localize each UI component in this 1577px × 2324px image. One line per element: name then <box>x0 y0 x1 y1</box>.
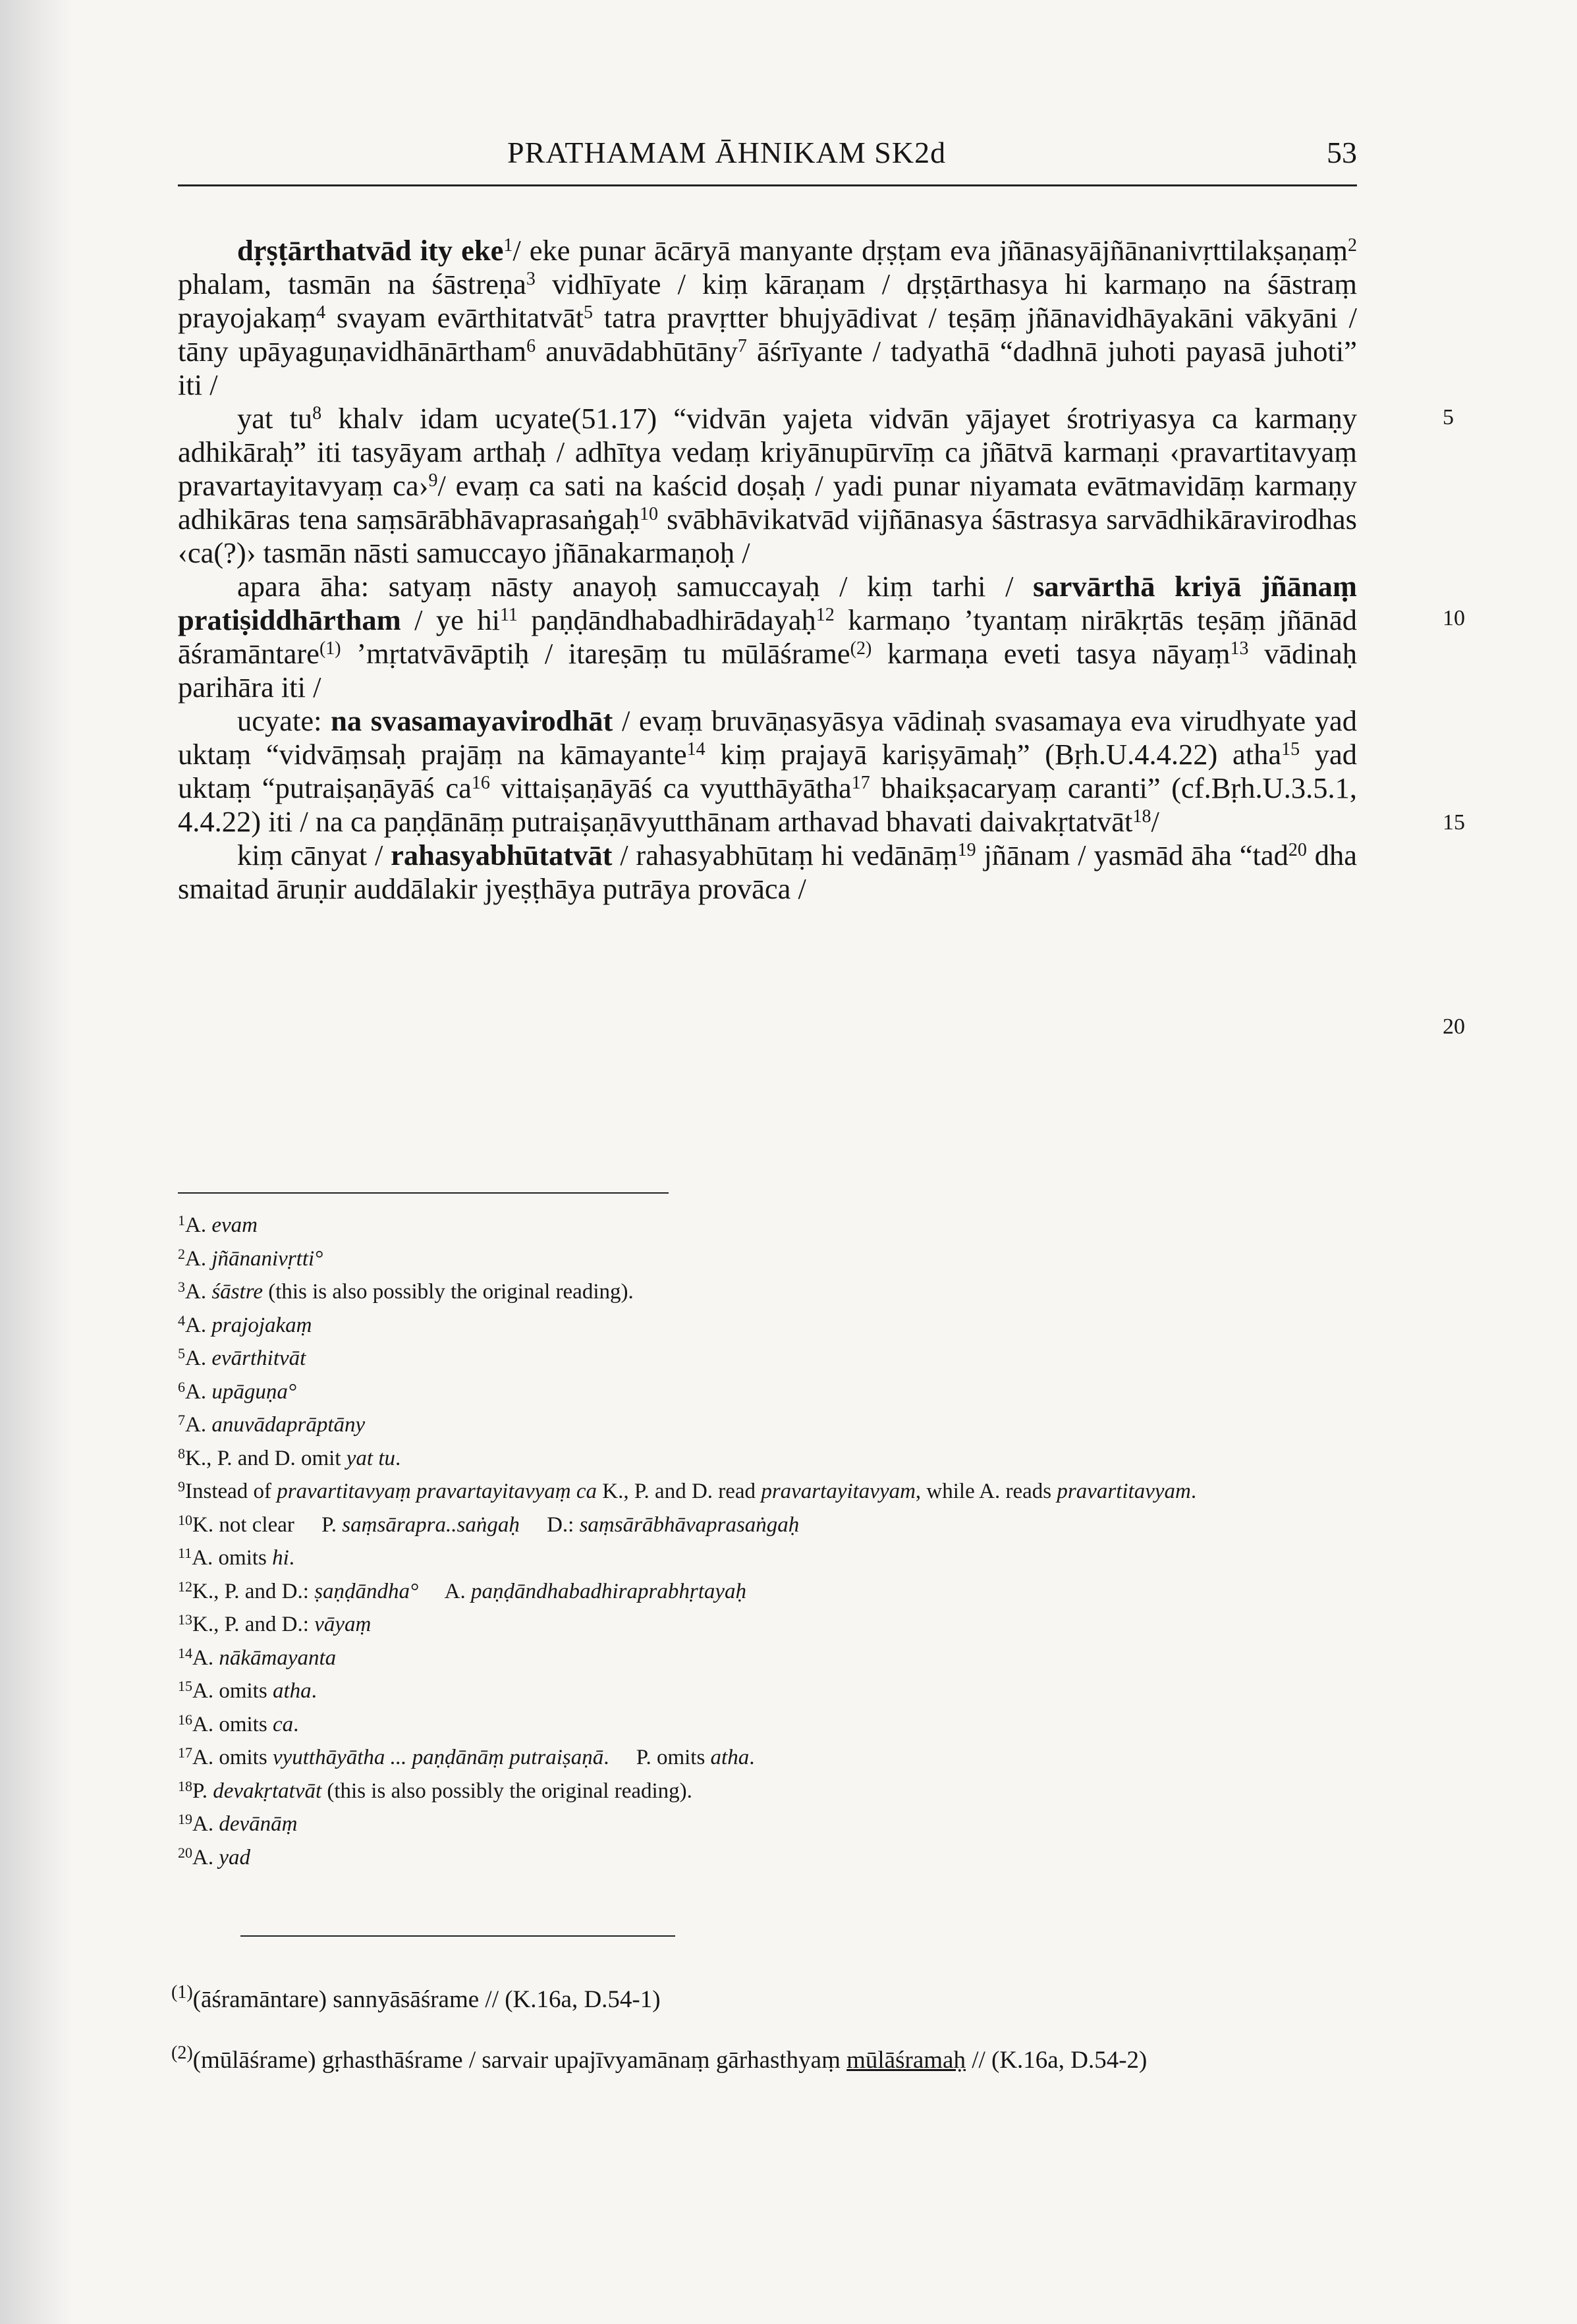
footnote-number: 7 <box>178 1412 185 1428</box>
footnote-number: 2 <box>178 1245 185 1262</box>
footnote-number: 8 <box>178 1445 185 1462</box>
footnote: $^1$A. evam <box>178 1212 258 1237</box>
footnote-number: 11 <box>178 1545 192 1561</box>
footnote: $^2$A. jñānanivṛtti° <box>178 1245 323 1271</box>
footnote: $^{17}$A. omits vyutthāyātha ... paṇḍānāṃ putraiṣaṇā. P. omits atha. <box>178 1744 755 1769</box>
footnote-number: 6 <box>178 1378 185 1395</box>
footnote: $^{19}$A. devānāṃ <box>178 1811 298 1836</box>
footnote-number: 1 <box>178 1212 185 1229</box>
line-number: 5 <box>1443 405 1454 429</box>
footnote-number: 17 <box>178 1744 192 1761</box>
footnote: $^4$A. prajojakaṃ <box>178 1312 312 1337</box>
footnote: $^{18}$P. devakṛtatvāt (this is also possibly the original reading). <box>178 1777 692 1803</box>
footnote-rule <box>178 1192 669 1194</box>
footnote: $^{10}$K. not clear P. saṃsārapra..saṅgaḥ D.: saṃsārābhāvaprasaṅgaḥ <box>178 1511 800 1537</box>
editorial-note: $^{(2)}$(mūlāśrame) gṛhasthāśrame / sarvair upajīvyamānaṃ gārhasthyaṃ mūlāśramaḥ // (K.16a, D.54-2) <box>171 2043 1148 2074</box>
footnote-number: 3 <box>178 1279 185 1295</box>
paragraph: apara āha: satyaṃ nāsty anayoḥ samuccayaḥ / kiṃ tarhi / sarvārthā kriyā jñānaṃ pratiṣiddhārtham / ye $hi^{11}$ paṇḍāndhabadhirādayaḥ$^{12}$ karmaṇo ’tyantaṃ nirākṛtās teṣāṃ jñānād āśramāntare$^{(1)}$ ’mṛtatvāvāptiḥ / itareṣāṃ tu mūlāśrame$^{(2)}$ karmaṇa eveti tasya nāyaṃ$^{13}$ vādinaḥ parihāra iti / <box>178 570 1357 704</box>
footnote-number: 20 <box>178 1844 192 1861</box>
header-rule <box>178 184 1357 186</box>
footnote: $^8$K., P. and D. omit yat tu. <box>178 1445 401 1470</box>
line-number: 15 <box>1443 810 1465 835</box>
footnote-number: 19 <box>178 1811 192 1827</box>
footnote: $^3$A. śāstre (this is also possibly the original reading). <box>178 1279 634 1304</box>
paragraph: kiṃ cānyat / rahasyabhūtatvāt / rahasyabhūtaṃ hi vedānāṃ$^{19}$ jñānam / yasmād āha “tad$^{20}$ dha smaitad āruṇir auddālakir jyeṣṭhāya putrāya provāca / <box>178 839 1357 905</box>
footnote: $^7$A. anuvādaprāptāny <box>178 1412 366 1437</box>
footnote: $^{12}$K., P. and D.: ṣaṇḍāndha° A. paṇḍāndhabadhiraprabhṛtayaḥ <box>178 1578 747 1603</box>
footnote-number: 5 <box>178 1345 185 1362</box>
running-header <box>178 135 1357 181</box>
footnotes <box>178 1209 1377 1874</box>
paragraph: ucyate: na svasamayavirodhāt / evaṃ bruvāṇasyāsya vādinaḥ svasamaya eva virudhyate yad uktaṃ “vidvāṃsaḥ prajāṃ na kāmayante$^{14}$ kiṃ prajayā kariṣyāmaḥ” (Bṛh.U.4.4.22) atha$^{15}$ yad uktaṃ “putraiṣaṇāyāś $ca^{16}$ vittaiṣaṇāyāś ca vyutthāyātha$^{17}$ bhaikṣacaryaṃ caranti” (cf.Bṛh.U.3.5.1, 4.4.22) iti / na ca paṇḍānāṃ putraiṣaṇāvyutthānam arthavad bhavati daivakṛtatvāt$^{18}$/ <box>178 704 1357 838</box>
footnote: $^5$A. evārthitvāt <box>178 1345 306 1370</box>
footnote-number: 9 <box>178 1478 185 1495</box>
editorial-notes <box>171 1983 1377 2104</box>
main-text <box>178 234 1357 906</box>
footnote: $^{11}$A. omits hi. <box>178 1545 295 1570</box>
editorial-notes-rule <box>240 1935 675 1937</box>
footnote: $^{15}$A. omits atha. <box>178 1678 317 1703</box>
footnote: $^{14}$A. nākāmayanta <box>178 1644 337 1670</box>
page-edge-shadow <box>0 0 72 2324</box>
footnote-number: 18 <box>178 1777 192 1794</box>
footnote-number: 4 <box>178 1312 185 1329</box>
footnote-number: 16 <box>178 1711 192 1728</box>
footnote: $^{20}$A. yad <box>178 1844 250 1869</box>
paragraph: yat $tu^8$ khalv idam ucyate(51.17) “vidvān yajeta vidvān yājayet śrotriyasya ca karmaṇy adhikāraḥ” iti tasyāyam arthaḥ / adhītya vedaṃ kriyānupūrvīṃ ca jñātvā karmaṇi ‹pravartitavyaṃ pravartayitavyaṃ ca›$^9$/ evaṃ ca sati na kaścid doṣaḥ / yadi punar niyamata evātmavidāṃ karmaṇy adhikāras tena saṃsārābhāvaprasaṅgaḥ$^{10}$ svābhāvikatvād vijñānasya śāstrasya sarvādhikāravirodhas ‹ca(?)› tasmān nāsti samuccayo jñānakarmaṇoḥ / <box>178 402 1358 569</box>
footnote: $^{13}$K., P. and D.: vāyaṃ <box>178 1611 372 1636</box>
footnote: $^{16}$A. omits ca. <box>178 1711 299 1736</box>
header-title: PRATHAMAM ĀHNIKAM SK2d <box>507 136 947 169</box>
page-number: 53 <box>1327 136 1357 169</box>
editorial-note: $^{(1)}$(āśramāntare) sannyāsāśrame // (K.16a, D.54-1) <box>171 1982 661 2013</box>
editorial-note-number: (2) <box>171 2043 193 2063</box>
footnote-number: 14 <box>178 1644 192 1661</box>
footnote-number: 10 <box>178 1511 192 1528</box>
footnote-number: 13 <box>178 1611 192 1628</box>
footnote-number: 12 <box>178 1578 192 1595</box>
line-number: 10 <box>1443 606 1465 630</box>
footnote: $^9$Instead of pravartitavyaṃ pravartayitavyaṃ ca K., P. and D. read pravartayitavyam, while A. reads pravartitavyam. <box>178 1478 1197 1503</box>
footnote-number: 15 <box>178 1678 192 1694</box>
paragraph: dṛṣṭārthatvād ity eke$^1$/ eke punar ācāryā manyante dṛṣṭam eva jñānasyājñānanivṛttilakṣaṇaṃ$^2$ phalam, tasmān na śāstreṇa$^3$ vidhīyate / kiṃ kāraṇam / dṛṣṭārthasya hi karmaṇo na śāstraṃ prayojakaṃ$^4$ svayam evārthitatvāt$^5$ tatra pravṛtter bhujyādivat / teṣāṃ jñānavidhāyakāni vākyāni / tāny upāyaguṇavidhānārtham$^6$ anuvādabhūtāny$^7$ āśrīyante / tadyathā “dadhnā juhoti payasā juhoti” iti / <box>178 234 1357 401</box>
line-number: 20 <box>1443 1014 1465 1039</box>
footnote: $^6$A. upāguṇa° <box>178 1378 297 1404</box>
editorial-note-number: (1) <box>171 1982 193 2003</box>
